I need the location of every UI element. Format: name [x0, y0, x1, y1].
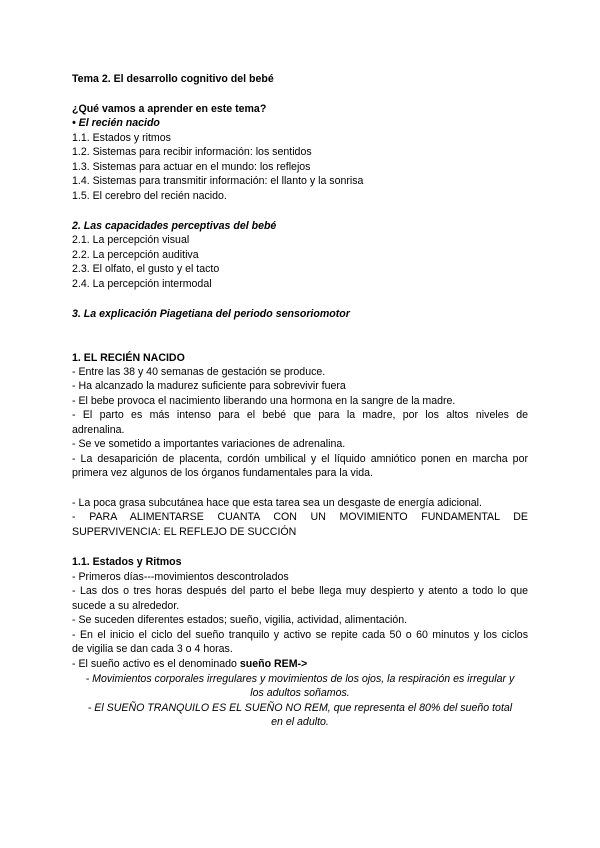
list-item: 1.1. Estados y ritmos	[72, 132, 171, 144]
paragraph-line: - La desaparición de placenta, cordón umbilical y el líquido amniótico ponen en marcha por	[72, 453, 528, 465]
list-item: 1.4. Sistemas para transmitir información: el llanto y la sonrisa	[72, 175, 364, 187]
paragraph-line: de vigilia se dan cada 3 o 4 horas.	[72, 643, 233, 655]
paragraph-line: - Primeros días---movimientos descontrolados	[72, 571, 289, 583]
index-section1-title: • El recién nacido	[72, 117, 160, 129]
paragraph-line: SUPERVIVENCIA: EL REFLEJO DE SUCCIÓN	[72, 526, 297, 538]
paragraph-line: - El parto es más intenso para el bebé que para la madre, por los altos niveles de	[72, 409, 528, 421]
list-item: 2.1. La percepción visual	[72, 234, 190, 246]
list-item: 1.2. Sistemas para recibir información: los sentidos	[72, 146, 312, 158]
paragraph-line: - La poca grasa subcutánea hace que esta tarea sea un desgaste de energía adicional.	[72, 497, 482, 509]
paragraph-line: - Las dos o tres horas después del parto el bebe llega muy despierto y atento a todo lo que	[72, 585, 528, 597]
paragraph-line: adrenalina.	[72, 424, 125, 436]
paragraph-line: - Se ve sometido a importantes variaciones de adrenalina.	[72, 438, 346, 450]
paragraph-line: - El bebe provoca el nacimiento liberando una hormona en la sangre de la madre.	[72, 395, 456, 407]
index-heading: ¿Qué vamos a aprender en este tema?	[72, 103, 267, 115]
paragraph-line-rem	[72, 657, 528, 671]
list-item: 2.3. El olfato, el gusto y el tacto	[72, 263, 220, 275]
paragraph-line: sucede a su alrededor.	[72, 600, 180, 612]
italic-line: los adultos soñamos.	[250, 687, 350, 699]
italic-line: - El SUEÑO TRANQUILO ES EL SUEÑO NO REM, que representa el 80% del sueño total	[87, 702, 513, 714]
paragraph-line: - Ha alcanzado la madurez suficiente para sobrevivir fuera	[72, 380, 346, 392]
section-heading-recien-nacido: 1. EL RECIÉN NACIDO	[72, 352, 185, 364]
document-title: Tema 2. El desarrollo cognitivo del bebé	[72, 73, 274, 85]
paragraph-line: primera vez algunos de los órganos fundamentales para la vida.	[72, 467, 373, 479]
section-heading-estados: 1.1. Estados y Ritmos	[72, 556, 182, 568]
rem-prefix: - El sueño activo es el denominado	[72, 658, 240, 670]
italic-line: en el adulto.	[271, 716, 329, 728]
paragraph-line: - Se suceden diferentes estados; sueño, vigilia, actividad, alimentación.	[72, 614, 408, 626]
paragraph-line: - Entre las 38 y 40 semanas de gestación se produce.	[72, 366, 326, 378]
rem-bold: sueño REM->	[239, 658, 308, 670]
list-item: 1.5. El cerebro del recién nacido.	[72, 190, 227, 202]
list-item: 2.2. La percepción auditiva	[72, 249, 199, 261]
paragraph-line: - En el inicio el ciclo del sueño tranquilo y activo se repite cada 50 o 60 minutos y los ciclos	[72, 629, 528, 641]
paragraph-line: - PARA ALIMENTARSE CUANTA CON UN MOVIMIENTO FUNDAMENTAL DE	[72, 511, 528, 523]
list-item: 1.3. Sistemas para actuar en el mundo: los reflejos	[72, 161, 311, 173]
index-section3-title: 3. La explicación Piagetiana del periodo sensoriomotor	[72, 308, 350, 320]
list-item: 2.4. La percepción intermodal	[72, 278, 212, 290]
index-section2-title: 2. Las capacidades perceptivas del bebé	[72, 220, 277, 232]
italic-line: - Movimientos corporales irregulares y movimientos de los ojos, la respiración es irregular y	[85, 673, 515, 685]
